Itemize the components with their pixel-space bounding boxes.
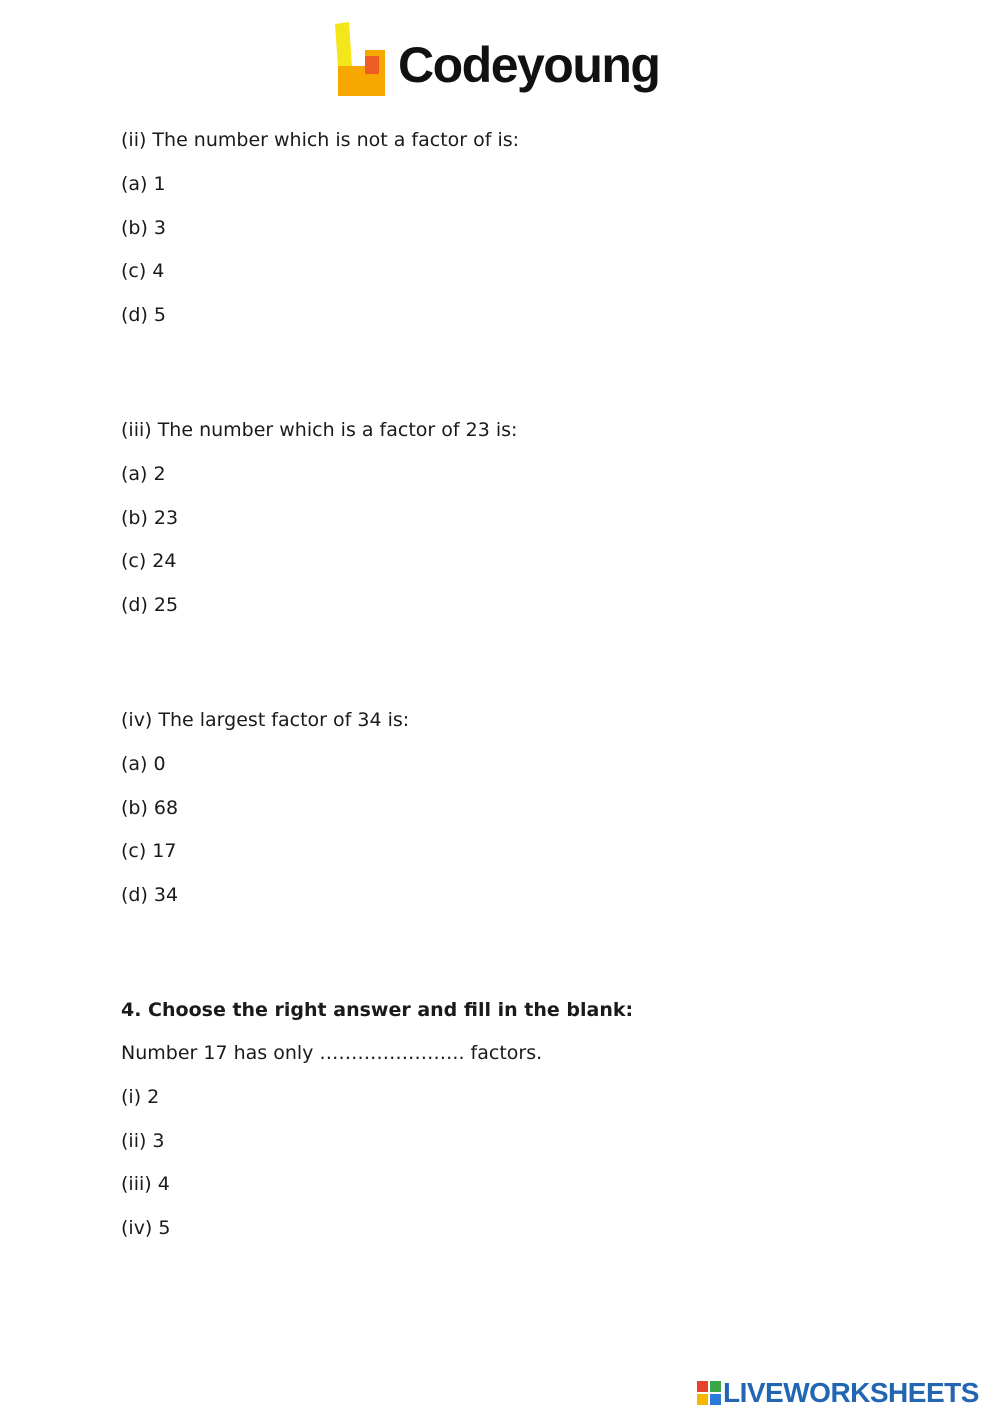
- option-item: (a) 1: [121, 173, 166, 195]
- option-item: (d) 34: [121, 884, 179, 906]
- option-item: (a) 0: [121, 753, 166, 775]
- option-item: (a) 2: [121, 463, 166, 485]
- section-heading: 4. Choose the right answer and fill in the blank:: [121, 999, 634, 1021]
- option-item: (c) 4: [121, 260, 165, 282]
- question-stem: (iii) The number which is a factor of 23 is:: [121, 419, 518, 441]
- option-item: (d) 25: [121, 594, 179, 616]
- option-item: (iv) 5: [121, 1217, 171, 1239]
- option-item: (i) 2: [121, 1086, 160, 1108]
- option-item: (c) 17: [121, 840, 177, 862]
- option-item: (b) 3: [121, 217, 167, 239]
- option-item: (b) 68: [121, 797, 179, 819]
- fill-blank-statement: Number 17 has only ………………….. factors.: [121, 1042, 543, 1064]
- codeyoung-logo: [332, 22, 672, 106]
- codeyoung-logo-icon: [332, 22, 392, 102]
- question-stem: (ii) The number which is not a factor of is:: [121, 129, 520, 151]
- liveworksheets-icon: [697, 1381, 721, 1405]
- option-item: (iii) 4: [121, 1173, 170, 1195]
- option-item: (ii) 3: [121, 1130, 165, 1152]
- option-item: (d) 5: [121, 304, 167, 326]
- watermark-text: LIVEWORKSHEETS: [723, 1377, 979, 1408]
- question-stem: (iv) The largest factor of 34 is:: [121, 709, 410, 731]
- option-item: (c) 24: [121, 550, 177, 572]
- option-item: (b) 23: [121, 507, 179, 529]
- brand-name: Codeyoung: [398, 37, 660, 93]
